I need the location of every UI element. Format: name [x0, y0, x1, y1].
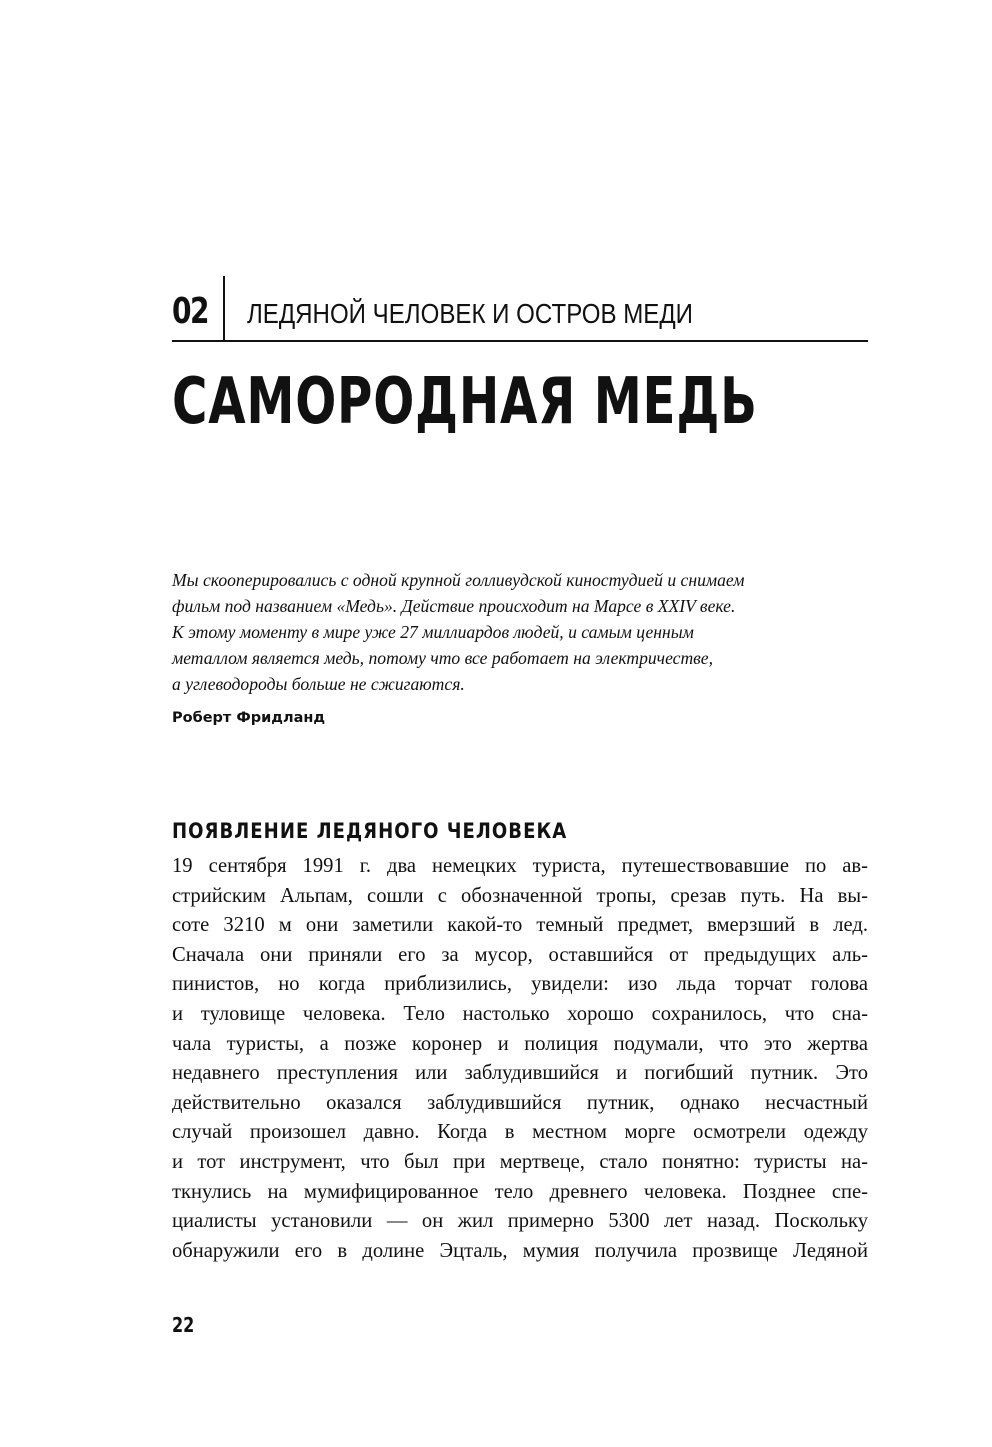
main-title: САМОРОДНАЯ МЕДЬ: [172, 365, 758, 439]
page-number: 22: [172, 1313, 195, 1337]
body-line: недавнего преступления или заблудившийся и погибший путник. Это: [172, 1062, 868, 1085]
body-line: стрийским Альпам, сошли с обозначенной тропы, срезав путь. На вы-: [172, 884, 868, 907]
epigraph-line: Мы скооперировались с одной крупной голливудской киностудией и снимаем: [172, 570, 745, 590]
epigraph-line: а углеводороды больше не сжигаются.: [172, 674, 465, 694]
body-text: [172, 852, 868, 1266]
body-line: пинистов, но когда приблизились, увидели: изо льда торчат голова: [172, 973, 868, 996]
epigraph-author: Роберт Фридланд: [172, 710, 326, 726]
body-line: циалисты установили — он жил примерно 5300 лет назад. Поскольку: [172, 1210, 868, 1233]
body-line: случай произошел давно. Когда в местном морге осмотрели одежду: [172, 1121, 868, 1144]
section-heading: ПОЯВЛЕНИЕ ЛЕДЯНОГО ЧЕЛОВЕКА: [172, 819, 568, 843]
body-line: и туловище человека. Тело настолько хорошо сохранилось, что сна-: [172, 1002, 868, 1025]
chapter-number: 02: [172, 291, 208, 332]
chapter-header: [172, 276, 868, 342]
body-line: 19 сентября 1991 г. два немецких туриста, путешествовавшие по ав-: [172, 855, 868, 877]
epigraph-line: металлом является медь, потому что все работает на электричестве,: [172, 648, 714, 668]
body-line: обнаружили его в долине Эцталь, мумия получила прозвище Ледяной: [172, 1239, 868, 1262]
body-line: действительно оказался заблудившийся путник, однако несчастный: [172, 1091, 868, 1114]
epigraph-line: фильм под названием «Медь». Действие происходит на Марсе в XXIV веке.: [172, 596, 736, 616]
body-line: соте 3210 м они заметили какой-то темный предмет, вмерзший в лед.: [172, 914, 868, 937]
body-line: ткнулись на мумифицированное тело древнего человека. Позднее спе-: [172, 1180, 868, 1203]
epigraph-line: К этому моменту в мире уже 27 миллиардов людей, и самым ценным: [172, 622, 694, 642]
epigraph: [172, 567, 872, 697]
body-line: чала туристы, а позже коронер и полиция подумали, что это жертва: [172, 1032, 868, 1055]
body-line: и тот инструмент, что был при мертвеце, стало понятно: туристы на-: [172, 1150, 868, 1173]
chapter-title: ЛЕДЯНОЙ ЧЕЛОВЕК И ОСТРОВ МЕДИ: [247, 298, 693, 329]
body-line: Сначала они приняли его за мусор, оставшийся от предыдущих аль-: [172, 943, 868, 966]
chapter-divider: [223, 276, 225, 340]
